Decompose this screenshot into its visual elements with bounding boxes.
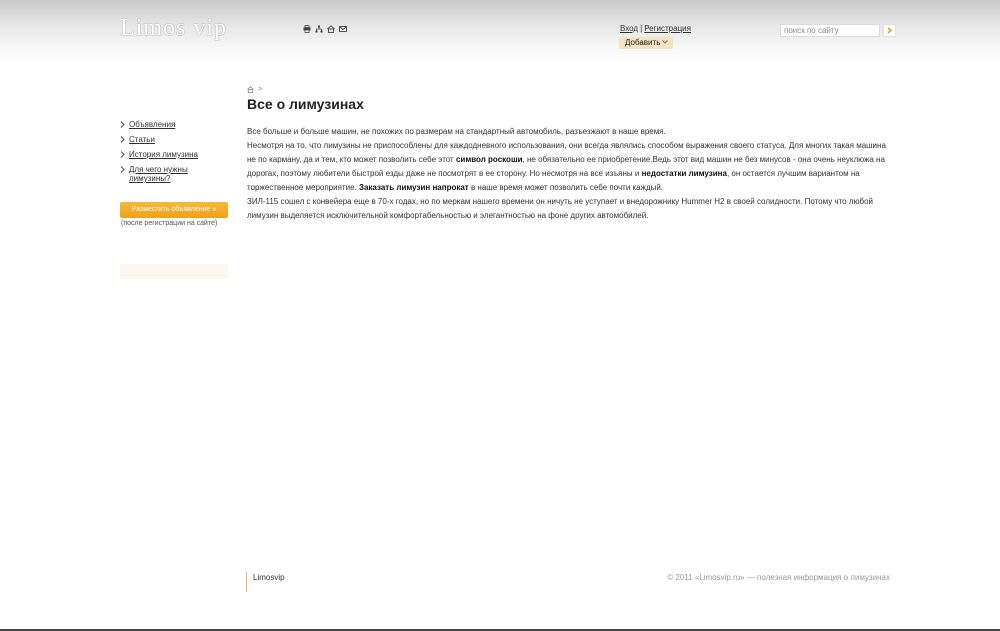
auth-links [620, 24, 691, 33]
sidebar-banner-box [120, 264, 228, 279]
article-paragraph: ЗИЛ-115 сошел с конвейера еще в 70-х годах, но по меркам нашего времени он ничуть не уступает и внедорожнику Hummer H2 в своей солидности. Потому что любой лимузин выделяется исключительной комфортабельностью и элегантностью на фоне других автомобилей. [247, 197, 874, 220]
login-link[interactable]: Вход [620, 24, 639, 33]
add-button-label: Добавить [625, 38, 661, 47]
chevron-right-icon [120, 151, 129, 160]
sidebar-item-label[interactable]: Для чего нужны лимузины? [129, 165, 188, 183]
site-logo[interactable]: Limos vip [120, 15, 228, 41]
sidebar-item-label[interactable]: Объявления [129, 120, 176, 129]
sidebar-item-label[interactable]: Статьи [129, 135, 155, 144]
chevron-right-icon [120, 136, 129, 145]
place-ad-note: (после регистрации на сайте) [121, 220, 218, 227]
print-icon[interactable] [302, 24, 311, 33]
search-input[interactable] [780, 24, 880, 37]
register-link[interactable]: Регистрация [644, 24, 691, 33]
home-icon[interactable] [326, 24, 335, 33]
sidebar-item-label[interactable]: История лимузина [129, 150, 198, 159]
breadcrumb-separator: > [258, 85, 263, 93]
header [0, 0, 1000, 64]
article-paragraph: Все больше и больше машин, не похожих по размерам на стандартный автомобиль, разъезжают в наше время. [247, 127, 666, 136]
place-ad-button[interactable]: Разместить объявление » [120, 202, 228, 218]
mail-icon[interactable] [338, 24, 347, 33]
sidebar-item-history[interactable] [120, 150, 230, 160]
keyword-rent: Заказать лимузин напрокат [358, 183, 469, 192]
footer-brand: Limosvip [253, 573, 285, 582]
footer-copyright: © 2011 «Limosvip.ru» — полезная информация о лимузинах [667, 573, 890, 582]
chevron-right-icon [120, 166, 129, 175]
footer-divider [246, 572, 247, 592]
sidebar-nav [120, 120, 230, 188]
search-submit-button[interactable] [883, 24, 896, 37]
arrow-right-icon [886, 27, 893, 34]
header-tools [302, 24, 347, 33]
keyword-luxury: символ роскоши [455, 155, 523, 164]
sidebar-item-articles[interactable] [120, 135, 230, 145]
add-button[interactable] [619, 37, 673, 49]
article-body [247, 125, 892, 223]
article-paragraph: Несмотря на то, что лимузины не приспособлены для каждодневного использования, они всегда являлись способом выражения своего статуса. Для многих такая машина не по карману, да и тем, кто может позволить себе этот символ роскоши, не обязательно ее приобретение.Ведь этот вид машин не без минусов - она очень неуклюжа на дорогах, поэтому любители быстрой езды даже не посмотрят в ее сторону. Но несмотря на все изъяны и недостатки лимузина, он остается лучшим вариантом на торжественное мероприятие. Заказать лимузин напрокат в наше время может позволить себе почти каждый. [247, 141, 886, 192]
sidebar-item-ads[interactable] [120, 120, 230, 130]
keyword-drawbacks: недостатки лимузина [641, 169, 727, 178]
sitemap-icon[interactable] [314, 24, 323, 33]
chevron-down-icon [662, 37, 668, 49]
chevron-right-icon [120, 121, 129, 130]
sidebar-item-purpose[interactable] [120, 165, 230, 183]
search-form [780, 24, 896, 37]
auth-separator: | [640, 24, 643, 33]
page-title: Все о лимузинах [247, 96, 364, 112]
